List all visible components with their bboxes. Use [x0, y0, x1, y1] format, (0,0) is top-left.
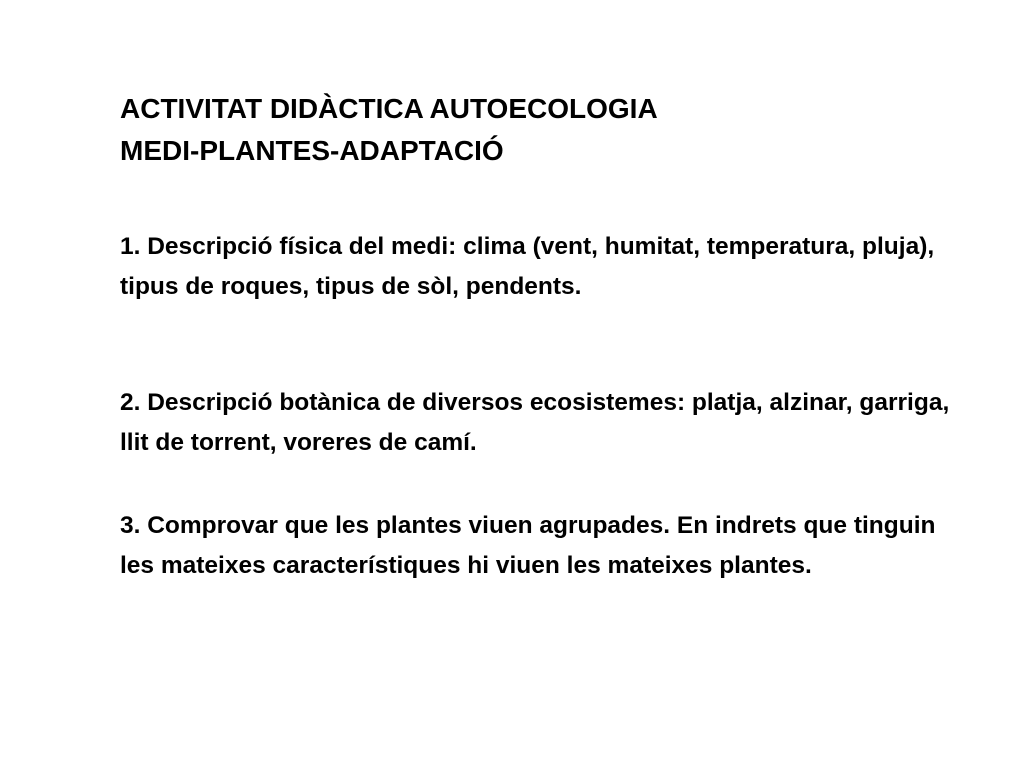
- title-line-1: ACTIVITAT DIDÀCTICA AUTOECOLOGIA: [120, 93, 658, 124]
- point-2-botanical-description: 2. Descripció botànica de diversos ecosistemes: platja, alzinar, garriga, llit de torrent, voreres de camí.: [120, 389, 950, 456]
- point-3-grouped-plants: 3. Comprovar que les plantes viuen agrupades. En indrets que tinguin les mateixes característiques hi viuen les mateixes plantes.: [120, 512, 936, 579]
- slide-title: [120, 88, 940, 172]
- point-1-physical-description: 1. Descripció física del medi: clima (vent, humitat, temperatura, pluja), tipus de roques, tipus de sòl, pendents.: [120, 233, 935, 300]
- title-line-2: MEDI-PLANTES-ADAPTACIÓ: [120, 135, 504, 166]
